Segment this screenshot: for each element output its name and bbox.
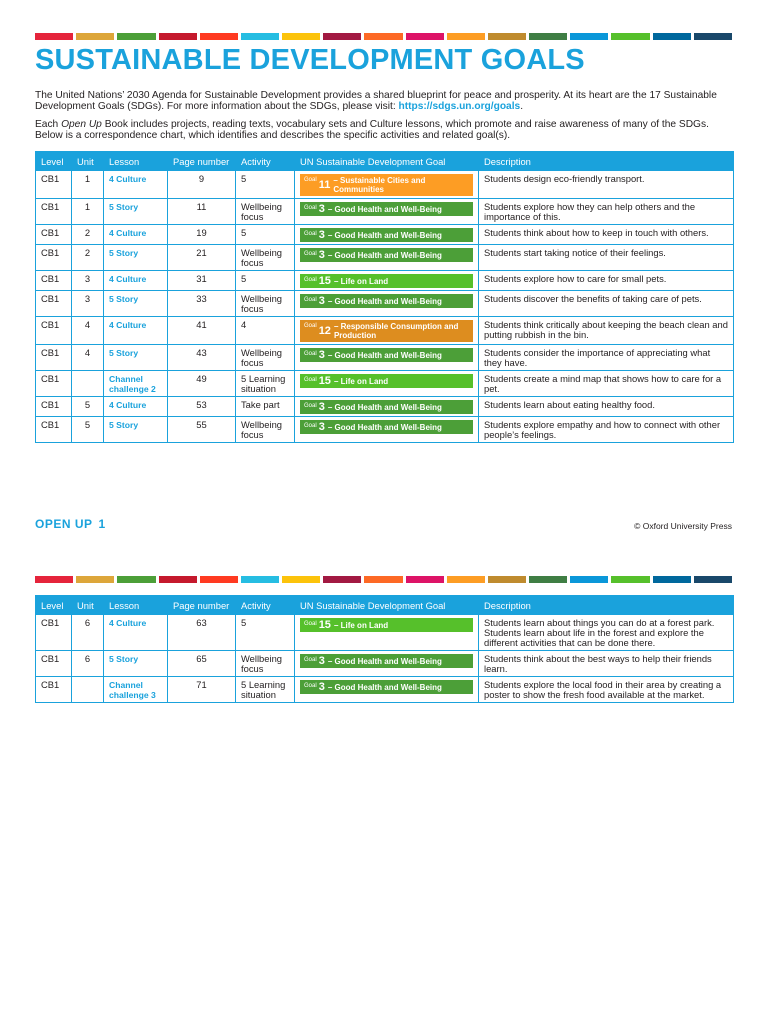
sdg-goal-badge xyxy=(300,374,473,388)
cell-description: Students create a mind map that shows how to care for a pet. xyxy=(479,371,734,397)
series-name: OPEN UP 1 xyxy=(35,517,106,531)
sdg-goal-badge xyxy=(300,320,473,342)
goal-word: Goal xyxy=(304,323,317,329)
cell-unit: 5 xyxy=(72,417,104,443)
goal-label: – Good Health and Well-Being xyxy=(327,656,442,666)
table-header-row xyxy=(36,152,734,171)
header-unit: Unit xyxy=(72,152,104,171)
goal-label: – Life on Land xyxy=(333,620,389,630)
cell-lesson[interactable]: 5 Story xyxy=(104,245,168,271)
goal-number: 3 xyxy=(318,348,325,361)
stripe-segment xyxy=(364,33,402,40)
goal-word: Goal xyxy=(304,177,317,183)
cell-lesson[interactable]: 4 Culture xyxy=(104,397,168,417)
header-goal: UN Sustainable Development Goal xyxy=(295,152,479,171)
cell-level: CB1 xyxy=(36,171,72,199)
stripe-segment xyxy=(200,576,238,583)
stripe-segment xyxy=(447,33,485,40)
cell-activity: 4 xyxy=(236,317,295,345)
cell-level: CB1 xyxy=(36,345,72,371)
cell-level: CB1 xyxy=(36,245,72,271)
goal-word: Goal xyxy=(304,277,317,283)
cell-unit: 3 xyxy=(72,271,104,291)
goal-word: Goal xyxy=(304,297,317,303)
cell-level: CB1 xyxy=(36,677,72,703)
cell-activity: 5 xyxy=(236,271,295,291)
cell-activity: Wellbeing focus xyxy=(236,291,295,317)
goal-word: Goal xyxy=(304,657,317,663)
goal-number: 3 xyxy=(318,400,325,413)
stripe-segment xyxy=(694,576,732,583)
table-row xyxy=(36,615,734,651)
sdg-goal-badge xyxy=(300,420,473,434)
cell-description: Students think critically about keeping the beach clean and putting rubbish in the bin. xyxy=(479,317,734,345)
page-title: SUSTAINABLE DEVELOPMENT GOALS xyxy=(35,44,585,76)
table-row xyxy=(36,677,734,703)
goal-word: Goal xyxy=(304,621,317,627)
sdg-correspondence-table-continued xyxy=(35,595,734,703)
cell-sdg-goal xyxy=(295,371,479,397)
stripe-segment xyxy=(323,33,361,40)
goal-label: – Sustainable Cities and Communities xyxy=(333,176,426,194)
stripe-segment xyxy=(76,33,114,40)
cell-sdg-goal xyxy=(295,271,479,291)
cell-lesson[interactable]: Channel challenge 2 xyxy=(104,371,168,397)
goal-label: – Good Health and Well-Being xyxy=(327,250,442,260)
table-row xyxy=(36,171,734,199)
cell-lesson[interactable]: 5 Story xyxy=(104,651,168,677)
cell-description: Students explore the local food in their area by creating a poster to show the fresh food available at the market. xyxy=(479,677,734,703)
cell-sdg-goal xyxy=(295,677,479,703)
cell-page-number: 65 xyxy=(168,651,236,677)
stripe-segment xyxy=(488,576,526,583)
cell-lesson[interactable]: 4 Culture xyxy=(104,615,168,651)
table-row xyxy=(36,225,734,245)
goal-label: – Life on Land xyxy=(333,276,389,286)
cell-page-number: 49 xyxy=(168,371,236,397)
goal-number: 3 xyxy=(318,680,325,693)
stripe-segment xyxy=(611,576,649,583)
cell-sdg-goal xyxy=(295,199,479,225)
cell-level: CB1 xyxy=(36,271,72,291)
cell-unit: 1 xyxy=(72,171,104,199)
cell-lesson[interactable]: 4 Culture xyxy=(104,171,168,199)
cell-sdg-goal xyxy=(295,651,479,677)
cell-page-number: 71 xyxy=(168,677,236,703)
stripe-segment xyxy=(694,33,732,40)
cell-activity: Wellbeing focus xyxy=(236,199,295,225)
goal-number: 3 xyxy=(318,654,325,667)
stripe-segment xyxy=(241,576,279,583)
stripe-segment xyxy=(406,576,444,583)
header-level: Level xyxy=(36,152,72,171)
cell-level: CB1 xyxy=(36,199,72,225)
cell-level: CB1 xyxy=(36,397,72,417)
cell-page-number: 43 xyxy=(168,345,236,371)
goal-number: 3 xyxy=(318,248,325,261)
header-activity: Activity xyxy=(236,152,295,171)
sdg-goal-badge xyxy=(300,400,473,414)
goal-number: 3 xyxy=(318,228,325,241)
header-page: Page number xyxy=(168,596,236,615)
cell-level: CB1 xyxy=(36,291,72,317)
sdg-goal-badge xyxy=(300,202,473,216)
goal-number: 3 xyxy=(318,294,325,307)
goal-label: – Responsible Consumption and Production xyxy=(333,322,459,340)
header-description: Description xyxy=(479,152,734,171)
sdg-correspondence-table xyxy=(35,151,734,443)
cell-lesson[interactable]: 5 Story xyxy=(104,291,168,317)
cell-level: CB1 xyxy=(36,371,72,397)
table-row xyxy=(36,397,734,417)
stripe-segment xyxy=(447,576,485,583)
cell-sdg-goal xyxy=(295,615,479,651)
cell-sdg-goal xyxy=(295,345,479,371)
cell-level: CB1 xyxy=(36,225,72,245)
cell-level: CB1 xyxy=(36,317,72,345)
stripe-segment xyxy=(653,33,691,40)
stripe-segment xyxy=(117,33,155,40)
cell-page-number: 9 xyxy=(168,171,236,199)
stripe-segment xyxy=(159,576,197,583)
cell-level: CB1 xyxy=(36,651,72,677)
stripe-segment xyxy=(406,33,444,40)
goal-number: 15 xyxy=(318,618,331,631)
goal-number: 3 xyxy=(318,420,325,433)
cell-page-number: 19 xyxy=(168,225,236,245)
header-level: Level xyxy=(36,596,72,615)
cell-page-number: 53 xyxy=(168,397,236,417)
goal-label: – Good Health and Well-Being xyxy=(327,402,442,412)
sdg-goal-badge xyxy=(300,618,473,632)
goal-label: – Good Health and Well-Being xyxy=(327,230,442,240)
cell-activity: Wellbeing focus xyxy=(236,345,295,371)
cell-level: CB1 xyxy=(36,615,72,651)
table-row xyxy=(36,291,734,317)
intro-paragraph-1: The United Nations’ 2030 Agenda for Sustainable Development provides a shared blueprint for peace and prosperity. At its heart are the 17 Sustainable Development Goals (SDGs). For more information about the SDGs, please visit: https://sdgs.un.org/goals. xyxy=(35,90,717,112)
cell-lesson[interactable]: Channel challenge 3 xyxy=(104,677,168,703)
goal-word: Goal xyxy=(304,377,317,383)
sdg-goal-badge xyxy=(300,228,473,242)
stripe-segment xyxy=(35,33,73,40)
cell-lesson[interactable]: 4 Culture xyxy=(104,225,168,245)
table-row xyxy=(36,245,734,271)
cell-activity: 5 xyxy=(236,171,295,199)
cell-unit: 1 xyxy=(72,199,104,225)
cell-activity: Wellbeing focus xyxy=(236,245,295,271)
cell-unit: 3 xyxy=(72,291,104,317)
goal-word: Goal xyxy=(304,351,317,357)
cell-level: CB1 xyxy=(36,417,72,443)
copyright: © Oxford University Press xyxy=(634,521,732,531)
stripe-segment xyxy=(529,33,567,40)
cell-page-number: 63 xyxy=(168,615,236,651)
goal-word: Goal xyxy=(304,251,317,257)
sdg-goal-badge xyxy=(300,654,473,668)
stripe-segment xyxy=(529,576,567,583)
cell-unit: 6 xyxy=(72,651,104,677)
table-row xyxy=(36,651,734,677)
cell-activity: Wellbeing focus xyxy=(236,651,295,677)
cell-sdg-goal xyxy=(295,317,479,345)
cell-lesson[interactable]: 5 Story xyxy=(104,345,168,371)
stripe-segment xyxy=(611,33,649,40)
goal-word: Goal xyxy=(304,423,317,429)
cell-sdg-goal xyxy=(295,417,479,443)
cell-lesson[interactable]: 5 Story xyxy=(104,417,168,443)
cell-sdg-goal xyxy=(295,245,479,271)
cell-page-number: 11 xyxy=(168,199,236,225)
goal-word: Goal xyxy=(304,683,317,689)
cell-description: Students discover the benefits of taking care of pets. xyxy=(479,291,734,317)
stripe-segment xyxy=(323,576,361,583)
header-page: Page number xyxy=(168,152,236,171)
cell-unit: 4 xyxy=(72,317,104,345)
cell-activity: Take part xyxy=(236,397,295,417)
stripe-segment xyxy=(200,33,238,40)
header-description: Description xyxy=(479,596,734,615)
cell-page-number: 33 xyxy=(168,291,236,317)
stripe-segment xyxy=(117,576,155,583)
stripe-segment xyxy=(570,576,608,583)
stripe-segment xyxy=(241,33,279,40)
goal-label: – Good Health and Well-Being xyxy=(327,682,442,692)
cell-description: Students start taking notice of their feelings. xyxy=(479,245,734,271)
cell-sdg-goal xyxy=(295,291,479,317)
stripe-segment xyxy=(488,33,526,40)
sdg-color-stripe-top xyxy=(35,33,732,40)
cell-activity: 5 Learning situation xyxy=(236,677,295,703)
goal-label: – Life on Land xyxy=(333,376,389,386)
cell-description: Students consider the importance of appreciating what they have. xyxy=(479,345,734,371)
intro-text xyxy=(35,90,735,148)
stripe-segment xyxy=(282,33,320,40)
table-row xyxy=(36,371,734,397)
sdgs-link[interactable]: https://sdgs.un.org/goals xyxy=(398,101,521,112)
cell-unit xyxy=(72,371,104,397)
cell-description: Students think about how to keep in touch with others. xyxy=(479,225,734,245)
table-row xyxy=(36,317,734,345)
table-row xyxy=(36,417,734,443)
goal-label: – Good Health and Well-Being xyxy=(327,422,442,432)
cell-page-number: 31 xyxy=(168,271,236,291)
goal-word: Goal xyxy=(304,205,317,211)
cell-description: Students learn about things you can do at a forest park. Students learn about life in the forest and explore the different activities that can be done there. xyxy=(479,615,734,651)
cell-activity: 5 Learning situation xyxy=(236,371,295,397)
cell-unit: 4 xyxy=(72,345,104,371)
stripe-segment xyxy=(653,576,691,583)
stripe-segment xyxy=(282,576,320,583)
stripe-segment xyxy=(35,576,73,583)
cell-page-number: 21 xyxy=(168,245,236,271)
cell-activity: 5 xyxy=(236,615,295,651)
cell-activity: Wellbeing focus xyxy=(236,417,295,443)
cell-lesson[interactable]: 4 Culture xyxy=(104,271,168,291)
cell-description: Students learn about eating healthy food. xyxy=(479,397,734,417)
goal-label: – Good Health and Well-Being xyxy=(327,204,442,214)
sdg-goal-badge xyxy=(300,174,473,196)
header-lesson: Lesson xyxy=(104,152,168,171)
goal-number: 15 xyxy=(318,374,331,387)
cell-unit: 2 xyxy=(72,225,104,245)
cell-unit: 6 xyxy=(72,615,104,651)
stripe-segment xyxy=(76,576,114,583)
cell-unit: 5 xyxy=(72,397,104,417)
goal-number: 12 xyxy=(318,324,331,337)
cell-page-number: 41 xyxy=(168,317,236,345)
goal-number: 3 xyxy=(318,202,325,215)
table-header-row xyxy=(36,596,734,615)
cell-activity: 5 xyxy=(236,225,295,245)
cell-sdg-goal xyxy=(295,225,479,245)
header-goal: UN Sustainable Development Goal xyxy=(295,596,479,615)
cell-description: Students design eco-friendly transport. xyxy=(479,171,734,199)
cell-description: Students explore empathy and how to connect with other people’s feelings. xyxy=(479,417,734,443)
cell-lesson[interactable]: 4 Culture xyxy=(104,317,168,345)
goal-word: Goal xyxy=(304,403,317,409)
cell-sdg-goal xyxy=(295,397,479,417)
cell-description: Students think about the best ways to help their friends learn. xyxy=(479,651,734,677)
goal-label: – Good Health and Well-Being xyxy=(327,296,442,306)
stripe-segment xyxy=(570,33,608,40)
cell-page-number: 55 xyxy=(168,417,236,443)
header-unit: Unit xyxy=(72,596,104,615)
intro-paragraph-2: Each Open Up Book includes projects, reading texts, vocabulary sets and Culture lessons, which promote and raise awareness of many of the SDGs. Below is a correspondence chart, which identifies and describes the specific activities and related goal(s). xyxy=(35,119,709,141)
cell-description: Students explore how to care for small pets. xyxy=(479,271,734,291)
cell-description: Students explore how they can help others and the importance of this. xyxy=(479,199,734,225)
goal-label: – Good Health and Well-Being xyxy=(327,350,442,360)
sdg-goal-badge xyxy=(300,248,473,262)
cell-lesson[interactable]: 5 Story xyxy=(104,199,168,225)
sdg-goal-badge xyxy=(300,348,473,362)
table-row xyxy=(36,271,734,291)
goal-number: 15 xyxy=(318,274,331,287)
sdg-color-stripe-page2 xyxy=(35,576,732,583)
stripe-segment xyxy=(364,576,402,583)
header-lesson: Lesson xyxy=(104,596,168,615)
header-activity: Activity xyxy=(236,596,295,615)
goal-word: Goal xyxy=(304,231,317,237)
sdg-goal-badge xyxy=(300,680,473,694)
cell-sdg-goal xyxy=(295,171,479,199)
cell-unit: 2 xyxy=(72,245,104,271)
table-row xyxy=(36,199,734,225)
table-row xyxy=(36,345,734,371)
stripe-segment xyxy=(159,33,197,40)
sdg-goal-badge xyxy=(300,274,473,288)
cell-unit xyxy=(72,677,104,703)
sdg-goal-badge xyxy=(300,294,473,308)
goal-number: 11 xyxy=(318,178,331,191)
